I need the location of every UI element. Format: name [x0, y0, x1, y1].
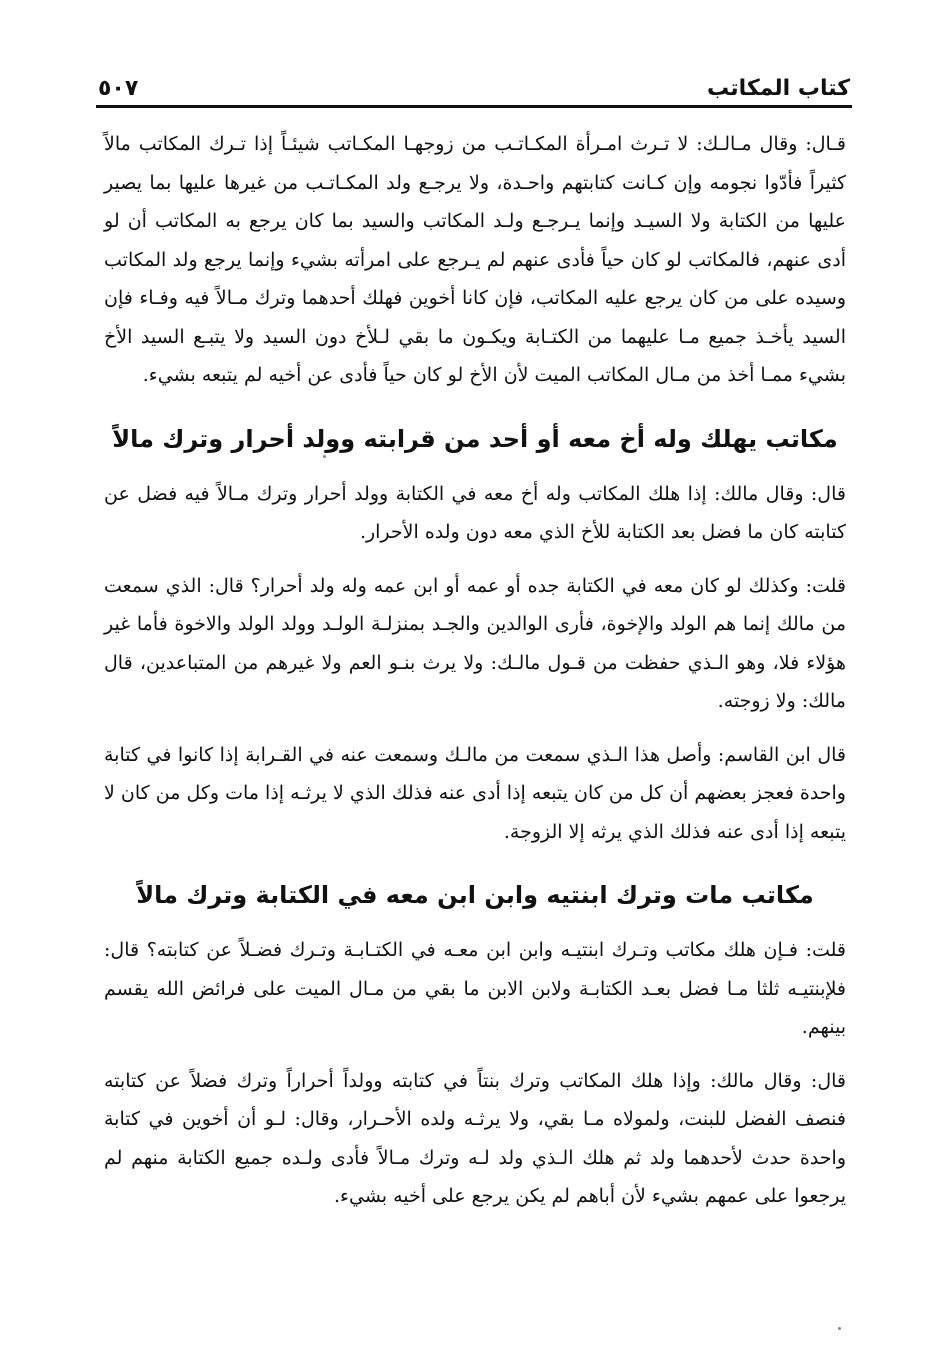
paragraph-widow-inheritance: قـال: وقال مـالـك: لا تـرث امـرأة المكـاتـب من زوجهـا المكـاتب شيئـاً إذا تـرك المكاتب مالاً كثيراً فأدّوا نجومه وإن كـانت كتابتهم واحـدة، ولا يرجـع ولد المكـاتـب من غيرها عليها بما يصير عليها من الكتابة ولا السيـد وإنما يـرجـع ولـد المكاتب والسيد بما كان يرجع به المكاتب أن لو أدى عنهم، فالمكاتب لو كان حياً فأدى عنهم لم يـرجع على امرأته بشيء وإنما يرجع ولد المكاتب وسيده على من كان يرجع عليه المكاتب، فإن كانا أخوين فهلك أحدهما وترك مـالاً فيه وفـاء فإن السيد يأخـذ جميع مـا عليهما من الكتـابة ويكـون ما بقي لـلأخ دون السيد ولا يتبـع السيد الأخ بشيء ممـا أخذ من مـال المكاتب الميت لأن الأخ لو كان حياً فأدى عن أخيه لم يتبعه بشيء.: [104, 133, 846, 386]
scan-speck: [838, 1327, 841, 1330]
paragraph-brother-surplus: قال: وقال مالك: إذا هلك المكاتب وله أخ معه في الكتابة وولد أحرار وترك مـالاً فيه فضل عن كتابته كان ما فضل بعد الكتابة للأخ الذي معه دون ولده الأحرار.: [104, 482, 846, 543]
paragraph-daughter-free-children: قال: وقال مالك: وإذا هلك المكاتب وترك بنتاً في كتابته وولداً أحراراً وترك فضلاً عن كتابته فنصف الفضل للبنت، ولمولاه مـا بقي، ولا يرثـه ولده الأحـرار، وقال: لـو أن أخوين في كتابة واحدة حدث لأحدهما ولد ثم هلك الـذي ولد لـه وترك مـالاً فأدى ولـده جميع الكتابة منهم لم يرجعوا على عمهم بشيء لأن أباهم لم يكن يرجع على أخيه بشيء.: [104, 1069, 846, 1207]
scan-speck: [323, 455, 326, 458]
running-title: كتاب المكاتب: [707, 76, 850, 101]
paragraph-grandfather-uncle: قلت: وكذلك لو كان معه في الكتابة جده أو عمه أو ابن عمه وله ولد أحرار؟ قال: الذي سمعت من مالك إنما هم الولد والإخوة، فأرى الوالدين والجـد بمنزلـة الولـد وولد الولد والاخوة فأما غير هؤلاء فلا، وهو الـذي حفظت من قـول مالـك: ولا يرث بنـو العم ولا غيرهم من المتباعدين، قال مالك: ولا زوجته.: [104, 574, 846, 712]
page-body: [104, 125, 846, 1216]
paragraph-daughters-share: قلت: فـإن هلك مكاتب وتـرك ابنتيـه وابن ابن معـه في الكتـابـة وتـرك فضـلاً عن كتابته؟ قال: فلإبنتيـه ثلثا مـا فضل بعـد الكتابـة ولابن الابن ما بقي من مـال الميت على فرائض الله يقسم بينهم.: [104, 939, 846, 1038]
section-heading-brother-in-contract: مكاتب يهلك وله أخ معه أو أحد من قرابته وولد أحرار وترك مالاً: [112, 424, 838, 453]
page-number: ٥٠٧: [98, 76, 139, 101]
paragraph-ibn-al-qasim: قال ابن القاسم: وأصل هذا الـذي سمعت من مالـك وسمعت عنه في القـرابة إذا كانوا في كتابة واحدة فعجز بعضهم أن كل من كان يتبعه إذا أدى عنه فذلك الذي لا يرثـه إذا مات وكل من كان لا يتبعه إذا أدى عنه فذلك الذي يرثه إلا الزوجة.: [104, 743, 846, 843]
header-rule: [96, 105, 852, 108]
section-heading-daughters-grandson: مكاتب مات وترك ابنتيه وابن ابن معه في الكتابة وترك مالاً: [136, 881, 814, 909]
page-header: [98, 62, 850, 104]
